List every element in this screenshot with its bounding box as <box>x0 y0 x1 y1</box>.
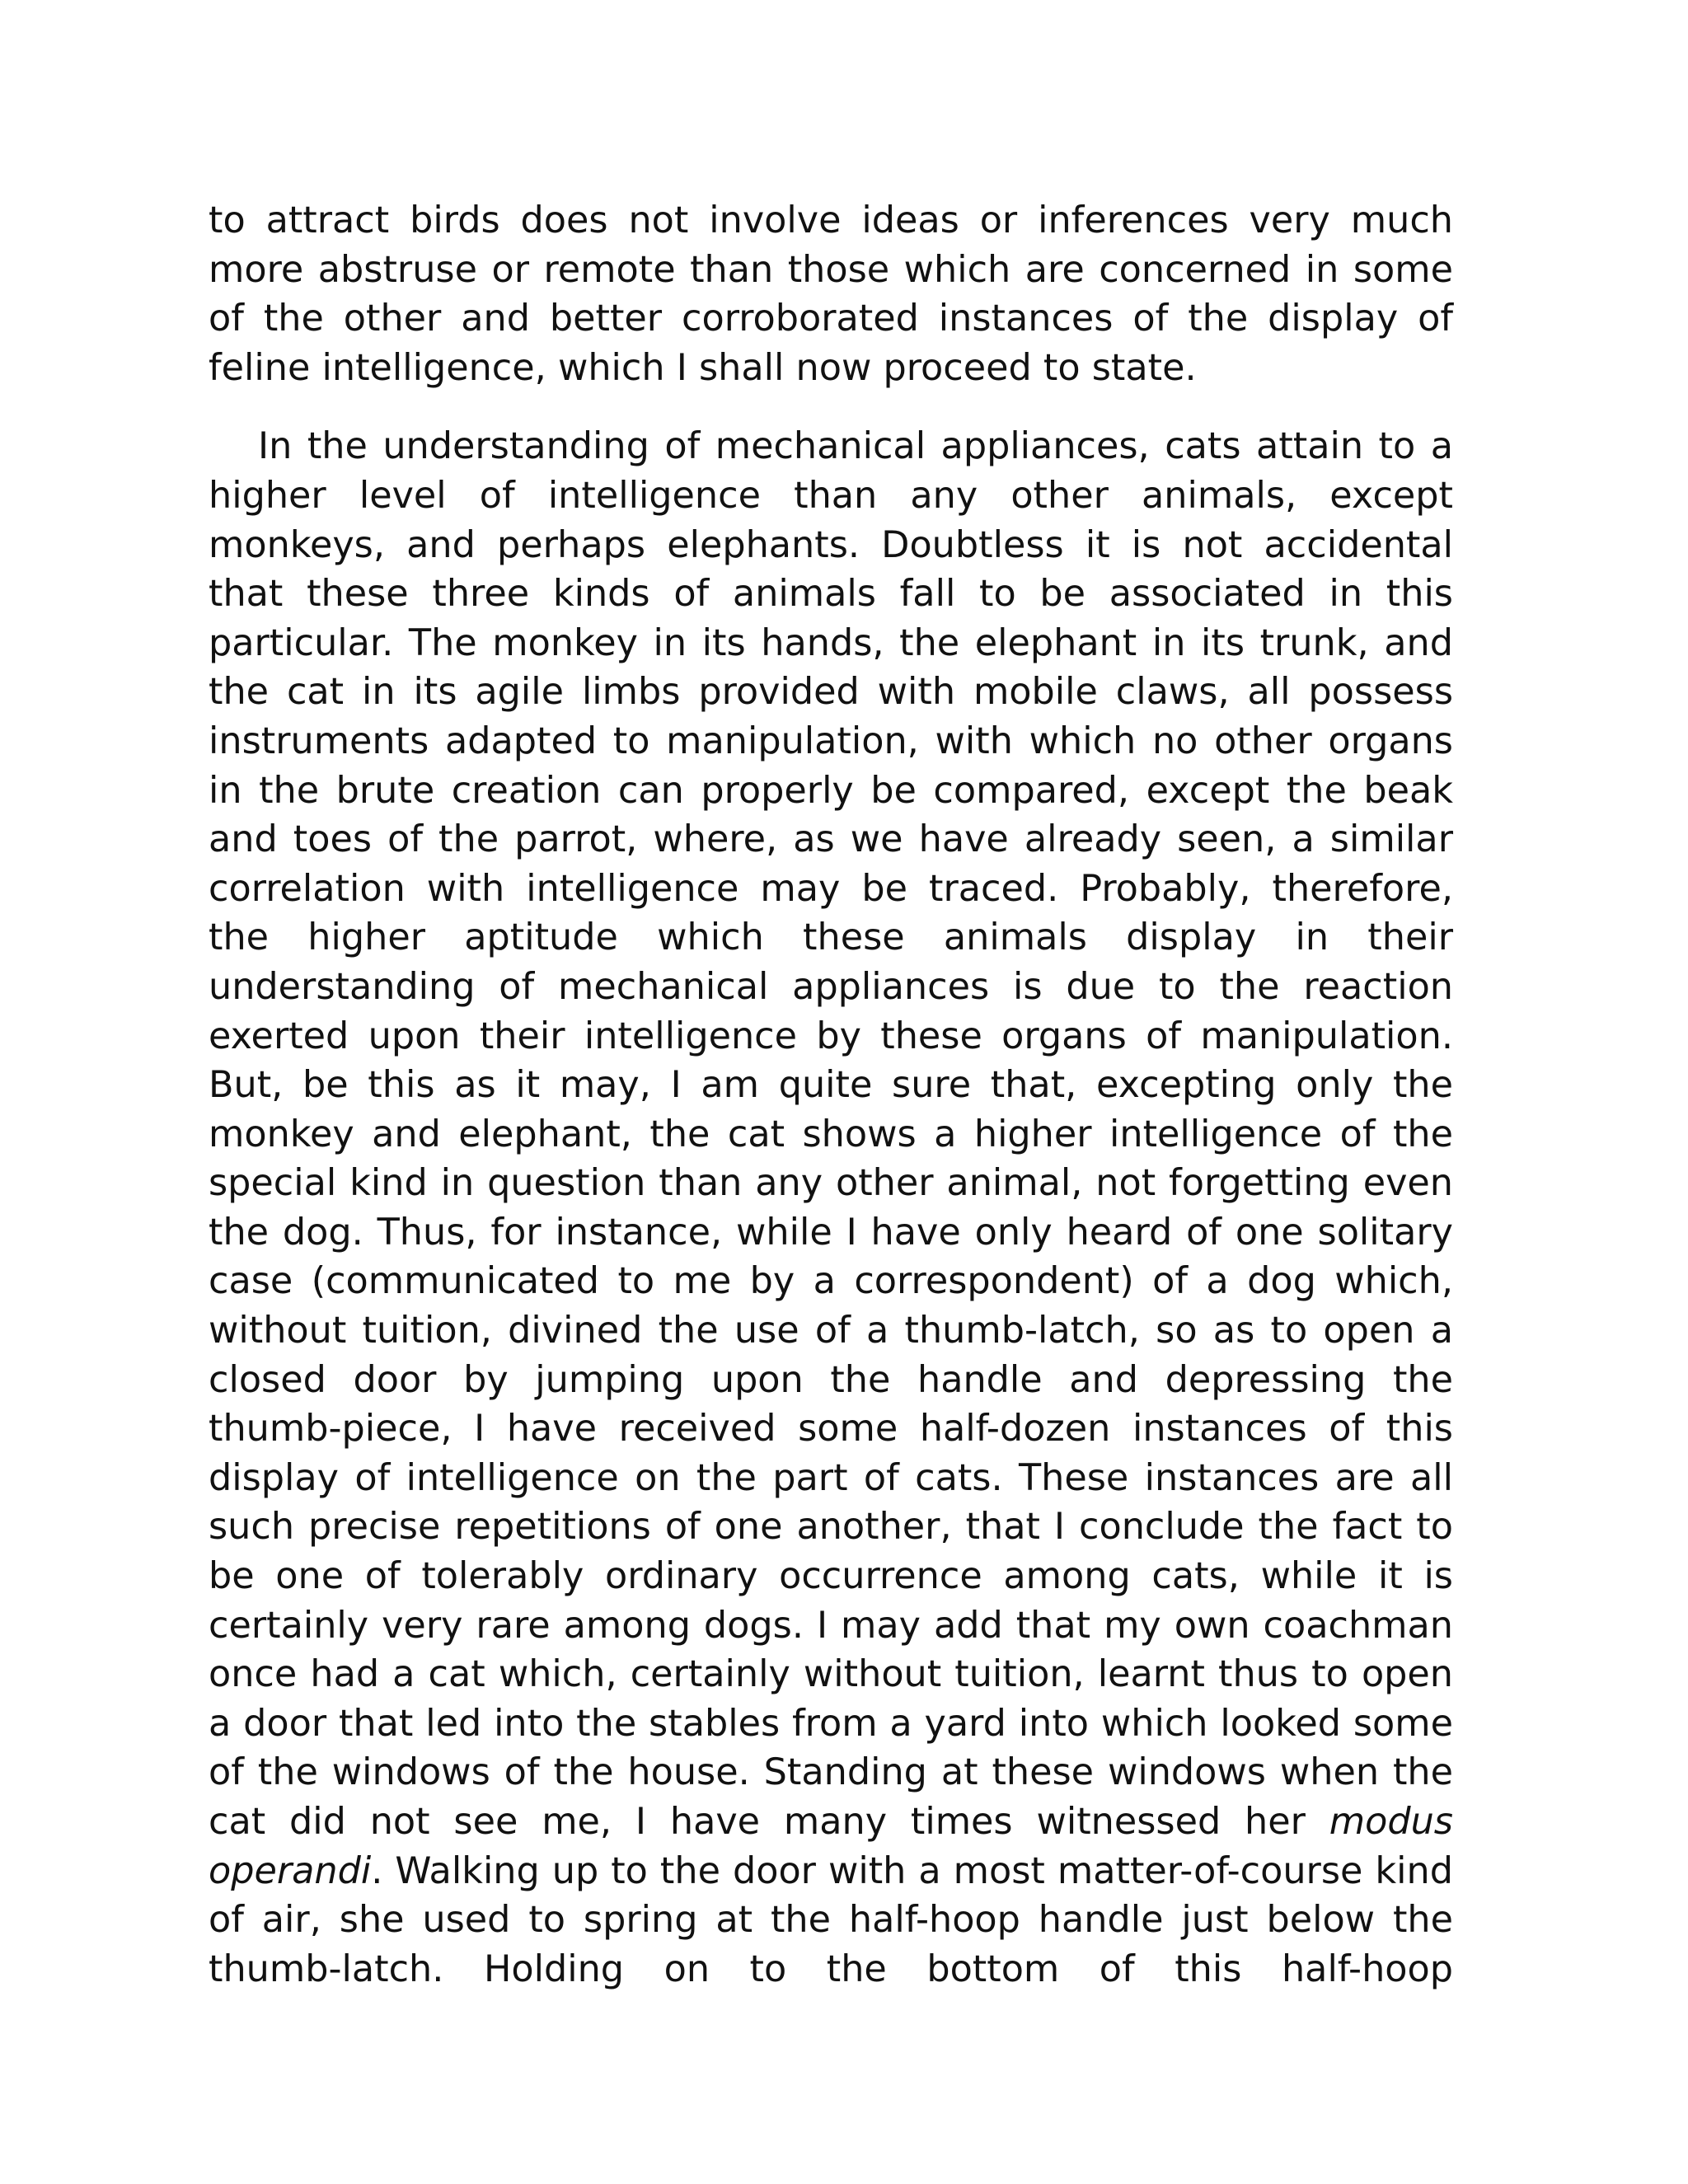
paragraph-2-text-before-italic: In the understanding of mechanical appliances, cats attain to a higher level of intelligence than any other animals, except monkeys, and perhaps elephants. Doubtless it is not accidental that these three kinds of animals fall to be associated in this particular. The monkey in its hands, the elephant in its trunk, and the cat in its agile limbs provided with mobile claws, all possess instruments adapted to manipulation, with which no other organs in the brute creation can properly be compared, except the beak and toes of the parrot, where, as we have already seen, a similar correlation with intelligence may be traced. Probably, therefore, the higher aptitude which these animals display in their understanding of mechanical appliances is due to the reaction exerted upon their intelligence by these organs of manipulation. But, be this as it may, I am quite sure that, excepting only the monkey and elephant, the cat shows a higher intelligence of the special kind in question than any other animal, not forgetting even the dog. Thus, for instance, while I have only heard of one solitary case (communicated to me by a correspondent) of a dog which, without tuition, divined the use of a thumb-latch, so as to open a closed door by jumping upon the handle and depressing the thumb-piece, I have received some half-dozen instances of this display of intelligence on the part of cats. These instances are all such precise repetitions of one another, that I conclude the fact to be one of tolerably ordinary occurrence among cats, while it is certainly very rare among dogs. I may add that my own coachman once had a cat which, certainly without tuition, learnt thus to open a door that led into the stables from a yard into which looked some of the windows of the house. Standing at these windows when the cat did not see me, I have many times witnessed her <box>209 425 1453 1843</box>
paragraph-2 <box>209 422 1453 1994</box>
italic-phrase: modus operandi <box>209 1801 1453 1892</box>
paragraph-1: to attract birds does not involve ideas or inferences very much more abstruse or remote than those which are concerned in some of the other and better corroborated instances of the display of feline intelligence, which I shall now proceed to state. <box>209 199 1453 389</box>
paragraph-2-text-after-italic: . Walking up to the door with a most matter-of-course kind of air, she used to spring at the half-hoop handle just below the thumb-latch. Holding on to the bottom of this half-hoop <box>209 1849 1453 1990</box>
page-body <box>209 196 1453 1994</box>
